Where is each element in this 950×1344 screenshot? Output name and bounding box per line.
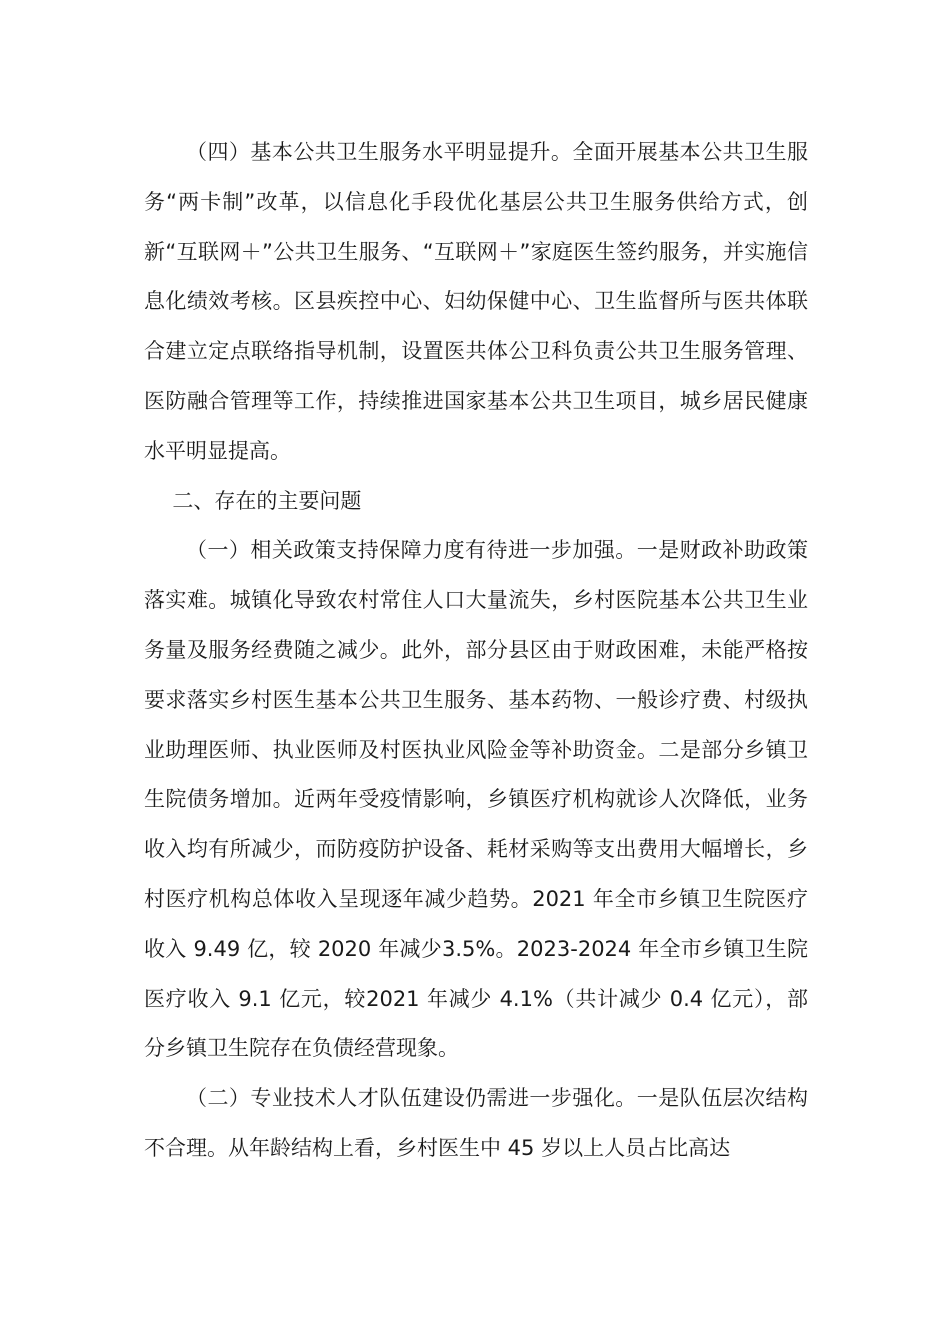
paragraph-talent-team: （二）专业技术人才队伍建设仍需进一步强化。一是队伍层次结构不合理。从年龄结构上看，乡村医生中 45 岁以上人员占比高达 xyxy=(144,1086,808,1160)
paragraph-public-health-improvement: （四）基本公共卫生服务水平明显提升。全面开展基本公共卫生服务“两卡制”改革，以信息化手段优化基层公共卫生服务供给方式，创新“互联网＋”公共卫生服务、“互联网＋”家庭医生签约服务，并实施信息化绩效考核。区县疾控中心、妇幼保健中心、卫生监督所与医共体联合建立定点联络指导机制，设置医共体公卫科负责公共卫生服务管理、医防融合管理等工作，持续推进国家基本公共卫生项目，城乡居民健康水平明显提高。 xyxy=(144,140,808,463)
section-heading-main-problems: 二、存在的主要问题 xyxy=(172,488,362,513)
paragraph-policy-support: （一）相关政策支持保障力度有待进一步加强。一是财政补助政策落实难。城镇化导致农村常住人口大量流失，乡村医院基本公共卫生业务量及服务经费随之减少。此外，部分县区由于财政困难，未能严格按要求落实乡村医生基本公共卫生服务、基本药物、一般诊疗费、村级执业助理医师、执业医师及村医执业风险金等补助资金。二是部分乡镇卫生院债务增加。近两年受疫情影响，乡镇医疗机构就诊人次降低，业务收入均有所减少，而防疫防护设备、耗材采购等支出费用大幅增长，乡村医疗机构总体收入呈现逐年减少趋势。2021 年全市乡镇卫生院医疗收入 9.49 亿，较 2020 年减少3.5%。2023-2024 年全市乡镇卫生院医疗收入 9.1 亿元，较2021 年减少 4.1%（共计减少 0.4 亿元），部分乡镇卫生院存在负债经营现象。 xyxy=(144,538,808,1061)
document-body xyxy=(144,128,808,1174)
